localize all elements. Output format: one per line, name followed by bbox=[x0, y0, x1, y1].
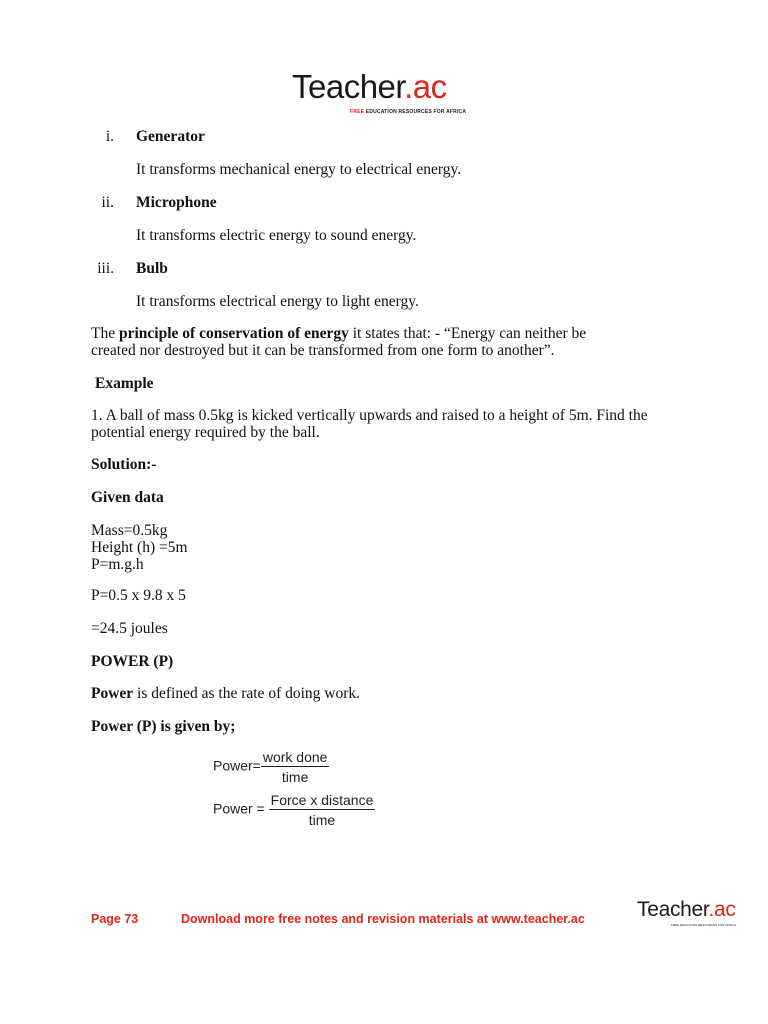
power-given-by: Power (P) is given by; bbox=[91, 718, 236, 735]
given-data-heading: Given data bbox=[91, 489, 164, 506]
formula-2-lhs: Power = bbox=[213, 800, 269, 817]
power-definition: Power is defined as the rate of doing work. bbox=[91, 685, 361, 702]
result-line: =24.5 joules bbox=[91, 620, 168, 637]
formula-2-numerator: Force x distance bbox=[270, 792, 374, 808]
formula-2-fraction bbox=[269, 792, 376, 828]
formula-1-fraction bbox=[261, 749, 330, 785]
list-description-1: It transforms mechanical energy to electrical energy. bbox=[136, 161, 462, 178]
given-height: Height (h) =5m bbox=[91, 539, 188, 556]
list-title-3: Bulb bbox=[136, 260, 168, 277]
given-mass: Mass=0.5kg bbox=[91, 522, 168, 539]
power-heading: POWER (P) bbox=[91, 653, 174, 670]
header-logo-text: Teacher bbox=[292, 68, 405, 105]
power-formula-2 bbox=[213, 792, 375, 828]
example-question: 1. A ball of mass 0.5kg is kicked vertically upwards and raised to a height of 5m. Find the potential energy required by the ball. bbox=[91, 407, 648, 441]
footer-logo-wordmark bbox=[637, 898, 752, 922]
header-logo bbox=[292, 68, 482, 118]
example-heading: Example bbox=[95, 375, 154, 392]
header-logo-suffix: .ac bbox=[404, 68, 447, 105]
principle-paragraph: The principle of conservation of energy it states that: - “Energy can neither be created nor destroyed but it can be transformed from one form to another”. bbox=[91, 325, 587, 359]
solution-heading: Solution:- bbox=[91, 456, 157, 473]
formula-2-denominator: time bbox=[308, 812, 336, 828]
footer-logo-suffix: .ac bbox=[708, 898, 736, 921]
list-numeral-1: i. bbox=[105, 128, 114, 145]
given-data-lines bbox=[91, 522, 188, 573]
formula-1-lhs: Power= bbox=[213, 757, 261, 774]
header-logo-tagline: FREE EDUCATION RESOURCES FOR AFRICA bbox=[350, 109, 467, 115]
formula-1-denominator: time bbox=[281, 769, 309, 785]
list-description-2: It transforms electric energy to sound energy. bbox=[136, 227, 417, 244]
footer-logo bbox=[637, 898, 752, 930]
header-logo-wordmark bbox=[292, 68, 482, 106]
list-numeral-2: ii. bbox=[101, 194, 114, 211]
formula-1-numerator: work done bbox=[262, 749, 328, 765]
footer-download-link[interactable]: Download more free notes and revision materials at www.teacher.ac bbox=[181, 912, 585, 926]
power-formula-1 bbox=[213, 749, 329, 785]
list-numeral-3: iii. bbox=[97, 260, 114, 277]
footer-logo-text: Teacher bbox=[637, 898, 709, 921]
list-title-2: Microphone bbox=[136, 194, 217, 211]
list-description-3: It transforms electrical energy to light energy. bbox=[136, 293, 419, 310]
given-formula: P=m.g.h bbox=[91, 556, 144, 573]
list-title-1: Generator bbox=[136, 128, 205, 145]
principle-term: principle of conservation of energy bbox=[118, 325, 349, 342]
footer-page-number: Page 73 bbox=[91, 912, 139, 926]
calculation-line: P=0.5 x 9.8 x 5 bbox=[91, 587, 186, 604]
footer-logo-tagline: FREE EDUCATION RESOURCES FOR AFRICA bbox=[671, 923, 736, 927]
